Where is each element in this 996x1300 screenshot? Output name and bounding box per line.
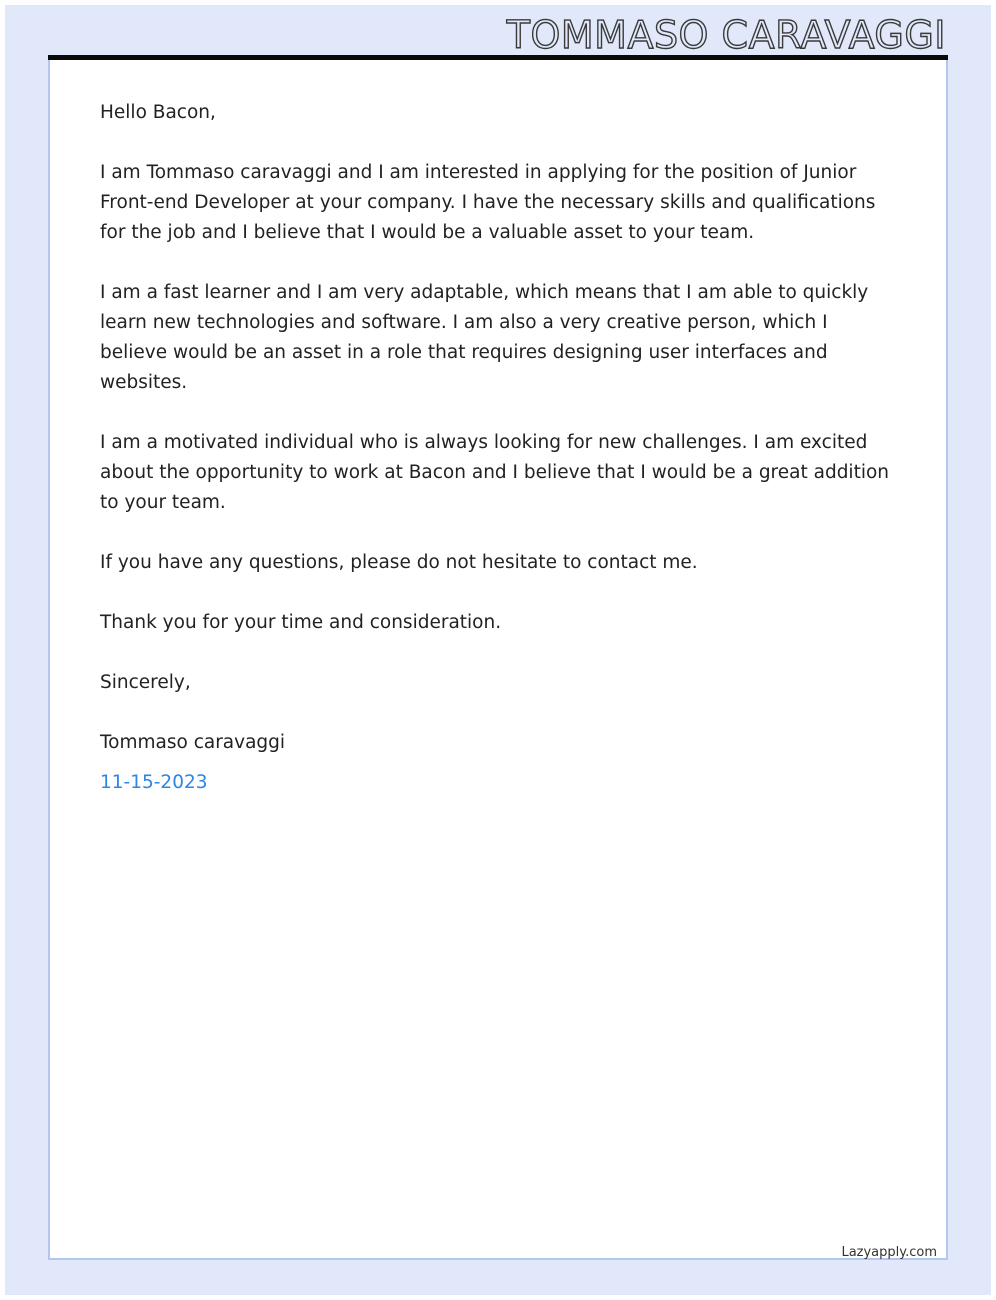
letter-paragraph-skills: I am a fast learner and I am very adaptable, which means that I am able to quickly learn new technologies and software. I am also a very creative person, which I believe would be an asset in a role that requires designing user interfaces and websites. [100, 282, 869, 393]
letter-paragraph-contact: If you have any questions, please do not hesitate to contact me. [100, 552, 698, 573]
letter-paragraph-motivation: I am a motivated individual who is always looking for new challenges. I am excited about the opportunity to work at Bacon and I believe that I would be a great addition to your team. [100, 432, 890, 513]
applicant-name-heading: TOMMASO CARAVAGGI [506, 13, 946, 57]
letter-signature: Tommaso caravaggi [100, 732, 286, 753]
letter-greeting: Hello Bacon, [100, 102, 216, 123]
letter-closing: Sincerely, [100, 672, 191, 693]
letter-paragraph-intro: I am Tommaso caravaggi and I am interested in applying for the position of Junior Front-end Developer at your company. I have the necessary skills and qualifications for the job and I believe that I would be a valuable asset to your team. [100, 162, 876, 243]
letter-date: 11-15-2023 [100, 772, 208, 793]
footer-watermark: Lazyapply.com [841, 1245, 937, 1260]
cover-letter-body [100, 98, 895, 798]
letter-paragraph-thanks: Thank you for your time and consideration. [100, 612, 502, 633]
